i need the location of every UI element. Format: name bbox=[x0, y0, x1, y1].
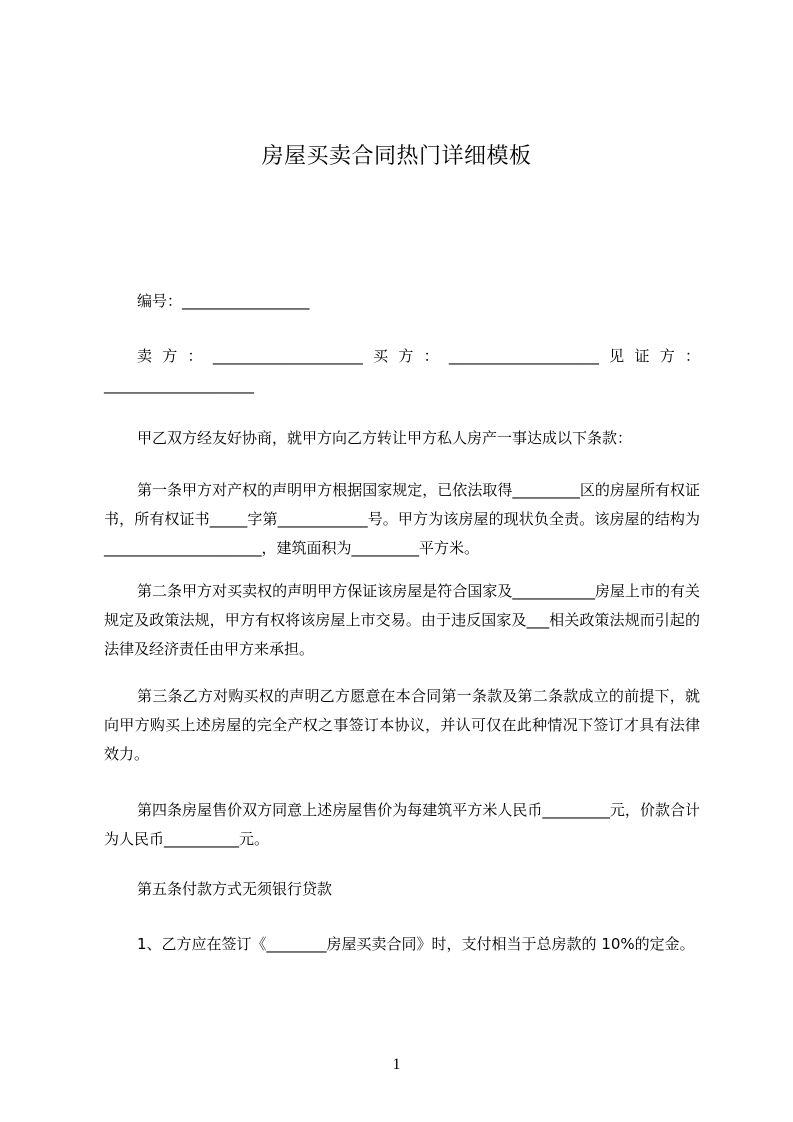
parties-line: 卖方：____________________买方：____________________见证方：____________________ bbox=[104, 347, 700, 394]
intro-paragraph: 甲乙双方经友好协商，就甲方向乙方转让甲方私人房产一事达成以下条款： bbox=[137, 429, 633, 447]
article-2-paragraph: 第二条甲方对买卖权的声明甲方保证该房屋是符合国家及___________房屋上市的有关规定及政策法规，甲方有权将该房屋上市交易。由于违反国家及___相关政策法规而引起的法律及经济责任由甲方来承担。 bbox=[104, 582, 700, 658]
page-number: 1 bbox=[392, 1056, 401, 1073]
article-1-paragraph: 第一条甲方对产权的声明甲方根据国家规定，已依法取得_________区的房屋所有权证书，所有权证书_____字第____________号。甲方为该房屋的现状负全责。该房屋的结构为_____________________，建筑面积为_________平方米。 bbox=[104, 481, 700, 557]
article-3-paragraph: 第三条乙方对购买权的声明乙方愿意在本合同第一条款及第二条款成立的前提下，就向甲方购买上述房屋的完全产权之事签订本协议，并认可仅在此种情况下签订才具有法律效力。 bbox=[104, 687, 700, 763]
payment-clause-1: 1、乙方应在签订《________房屋买卖合同》时，支付相当于总房款的 10%的定金。 bbox=[137, 935, 695, 953]
document-title: 房屋买卖合同热门详细模板 bbox=[261, 144, 532, 169]
contract-number-line: 编号：_________________ bbox=[137, 292, 310, 310]
article-4-paragraph: 第四条房屋售价双方同意上述房屋售价为每建筑平方米人民币_________元，价款合计为人民币__________元。 bbox=[104, 801, 700, 848]
article-5-paragraph: 第五条付款方式无须银行贷款 bbox=[137, 880, 333, 898]
